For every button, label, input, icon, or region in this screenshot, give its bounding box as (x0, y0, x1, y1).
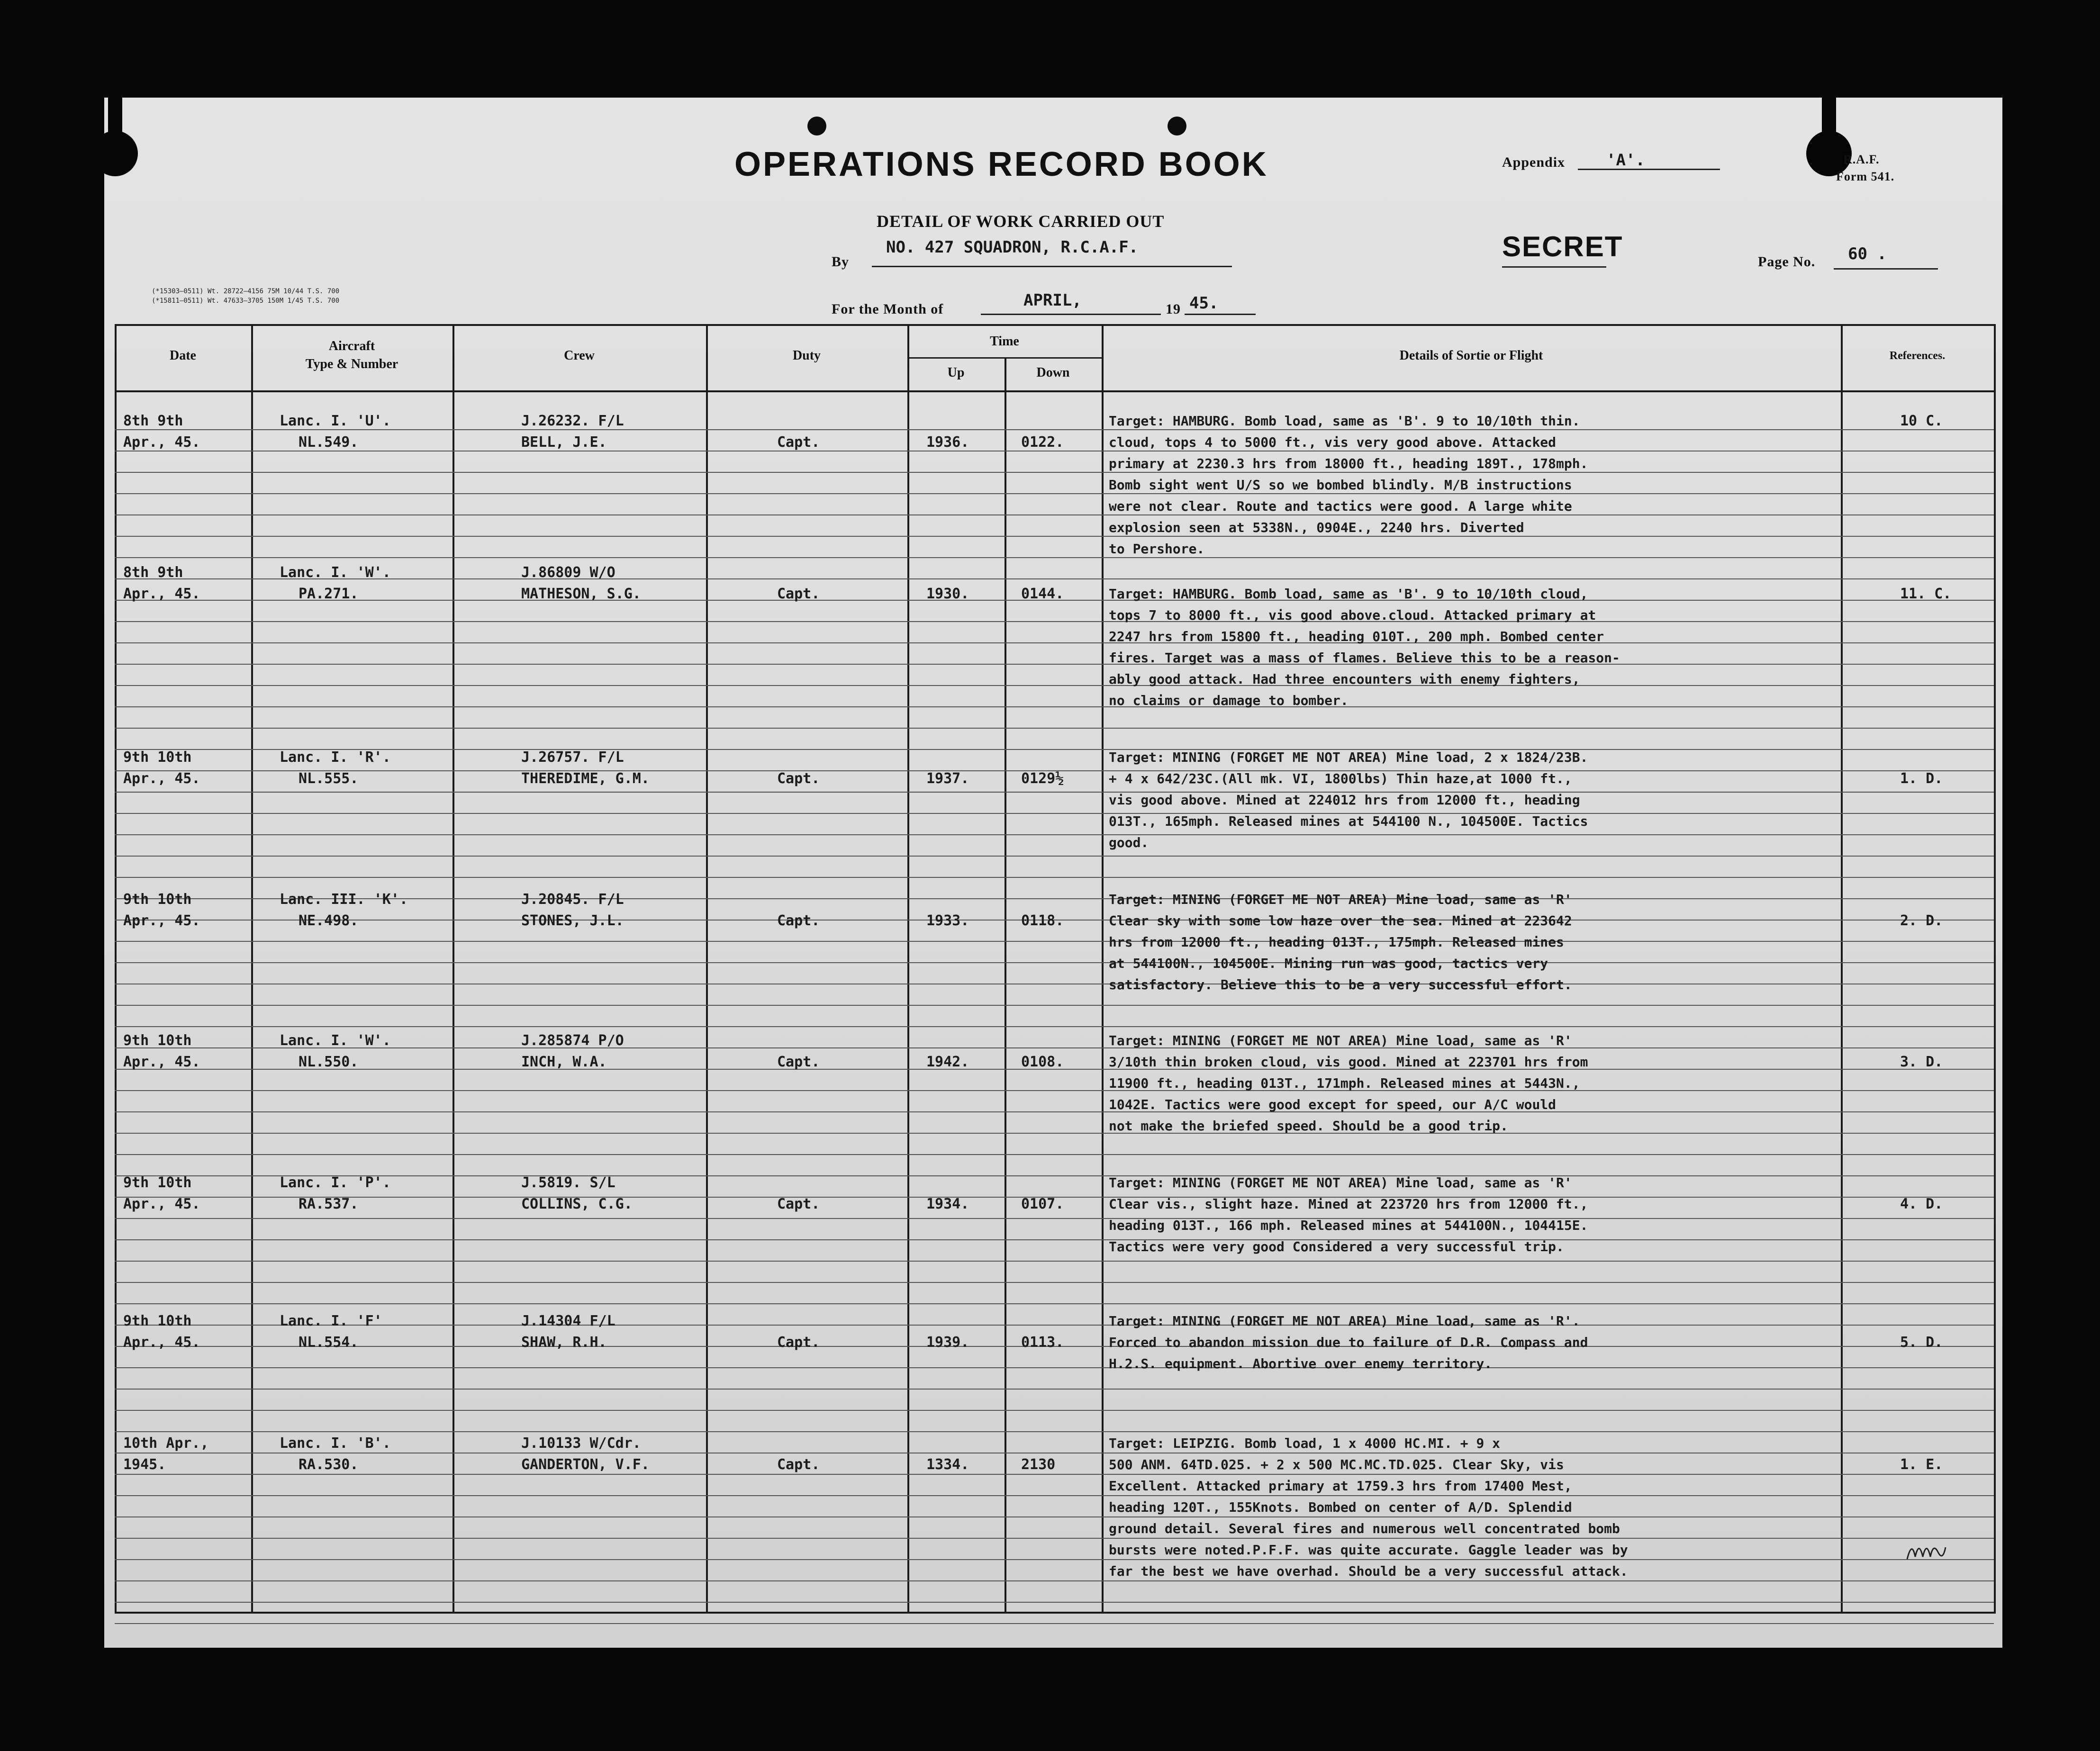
entry-detail-line: heading 120T., 155Knots. Bombed on center of A/D. Splendid (1109, 1499, 1572, 1515)
entry-detail-line: Clear sky with some low haze over the sea. Mined at 223642 (1109, 913, 1572, 929)
entry-crew: J.20845. F/L (521, 891, 624, 908)
entry-detail-line: 3/10th thin broken cloud, vis good. Mined at 223701 hrs from (1109, 1054, 1588, 1070)
column-header-time: Time (990, 334, 1019, 349)
ruled-line (115, 1431, 1994, 1432)
entry-aircraft: Lanc. III. 'K'. (280, 891, 408, 908)
ruled-line (115, 834, 1994, 835)
entry-aircraft: PA.271. (299, 586, 359, 602)
entry-aircraft: NL.554. (299, 1334, 359, 1351)
month-value: APRIL, (1023, 291, 1082, 310)
column-header-time-down: Down (1036, 365, 1070, 380)
entry-time-up: 1942. (926, 1054, 969, 1070)
entry-reference: 2. D. (1900, 912, 1943, 929)
ruled-line (115, 856, 1994, 857)
column-divider-4 (907, 324, 909, 1614)
column-header-aircraft-sub: Type & Number (305, 357, 398, 371)
ruled-line (115, 642, 1994, 643)
ruled-line (115, 493, 1994, 494)
ruled-line (115, 1154, 1994, 1155)
entry-reference: 4. D. (1900, 1196, 1943, 1212)
entry-detail-line: Target: MINING (FORGET ME NOT AREA) Mine load, same as 'R' (1109, 1033, 1572, 1048)
punch-dot-left (807, 117, 826, 135)
punch-dot-right (1168, 117, 1186, 135)
entry-crew: INCH, W.A. (521, 1054, 607, 1070)
entry-aircraft: Lanc. I. 'F' (280, 1313, 382, 1329)
table-top-rule (115, 324, 1996, 326)
ruled-line (115, 1495, 1994, 1496)
ruled-line (115, 1218, 1994, 1219)
initials-scribble-icon (1905, 1538, 1947, 1566)
ruled-line (115, 1026, 1994, 1027)
entry-date: 9th 10th (123, 1313, 192, 1329)
entry-date: 8th 9th (123, 413, 183, 429)
ruled-line (115, 1580, 1994, 1581)
page-number-underline (1834, 268, 1938, 270)
entry-aircraft: Lanc. I. 'R'. (280, 749, 391, 766)
by-label: By (832, 254, 850, 270)
entry-duty: Capt. (777, 434, 820, 451)
ruled-line (115, 557, 1994, 558)
entry-crew: SHAW, R.H. (521, 1334, 607, 1351)
entry-detail-line: H.2.S. equipment. Abortive over enemy territory. (1109, 1356, 1493, 1372)
ruled-line (115, 1303, 1994, 1304)
ruled-line (115, 1261, 1994, 1262)
entry-time-down: 2130 (1021, 1456, 1056, 1473)
entry-detail-line: Target: HAMBURG. Bomb load, same as 'B'. 9 to 10/10th cloud, (1109, 586, 1588, 602)
classification-underline (1502, 266, 1606, 268)
entry-detail-line: at 544100N., 104500E. Mining run was good, tactics very (1109, 956, 1548, 971)
ruled-line (115, 1005, 1994, 1006)
column-header-aircraft: Aircraft (328, 339, 375, 353)
ruled-line (115, 941, 1994, 942)
entry-detail-line: Target: MINING (FORGET ME NOT AREA) Mine load, same as 'R' (1109, 1175, 1572, 1191)
ruled-line (115, 472, 1994, 473)
ruled-line (115, 514, 1994, 515)
ruled-line (115, 792, 1994, 793)
entry-detail-line: 500 ANM. 64TD.025. + 2 x 500 MC.MC.TD.025. Clear Sky, vis (1109, 1457, 1564, 1472)
entry-detail-line: cloud, tops 4 to 5000 ft., vis very good above. Attacked (1109, 434, 1557, 450)
ruled-line (115, 685, 1994, 686)
entry-detail-line: ground detail. Several fires and numerous well concentrated bomb (1109, 1521, 1620, 1536)
entry-reference: 5. D. (1900, 1334, 1943, 1351)
year-value: 45. (1189, 294, 1219, 313)
column-header-references: References. (1889, 350, 1946, 362)
page-number: 60 . (1848, 244, 1887, 263)
ruled-line (115, 621, 1994, 622)
ruled-line (115, 813, 1994, 814)
column-divider-1 (251, 324, 253, 1614)
entry-detail-line: Target: HAMBURG. Bomb load, same as 'B'. 9 to 10/10th thin. (1109, 413, 1580, 429)
ruled-line (115, 1367, 1994, 1368)
month-label: For the Month of (832, 301, 944, 317)
record-sheet (104, 98, 2002, 1648)
ruled-line (115, 578, 1994, 579)
entry-detail-line: Forced to abandon mission due to failure of D.R. Compass and (1109, 1335, 1588, 1350)
ruled-line (115, 962, 1994, 963)
entry-detail-line: + 4 x 642/23C.(All mk. VI, 1800lbs) Thin haze,at 1000 ft., (1109, 771, 1572, 786)
entry-time-down: 0144. (1021, 586, 1064, 602)
column-header-date: Date (170, 348, 196, 363)
entry-date: 9th 10th (123, 1174, 192, 1191)
entry-detail-line: Target: MINING (FORGET ME NOT AREA) Mine load, same as 'R'. (1109, 1313, 1580, 1329)
entry-date: Apr., 45. (123, 434, 200, 451)
print-code-line1: (*15303—0511) Wt. 28722—4156 75M 10/44 T.S. 700 (152, 288, 340, 295)
entry-time-up: 1334. (926, 1456, 969, 1473)
entry-duty: Capt. (777, 1456, 820, 1473)
entry-date: 10th Apr., (123, 1435, 209, 1452)
entry-detail-line: Clear vis., slight haze. Mined at 223720 hrs from 12000 ft., (1109, 1196, 1588, 1212)
entry-detail-line: not make the briefed speed. Should be a good trip. (1109, 1118, 1508, 1134)
entry-aircraft: Lanc. I. 'P'. (280, 1174, 391, 1191)
ruled-line (115, 1239, 1994, 1240)
entry-time-up: 1937. (926, 770, 969, 787)
page-number-label: Page No. (1758, 254, 1816, 270)
by-underline (872, 266, 1232, 267)
entry-aircraft: RA.537. (299, 1196, 359, 1212)
entry-date: 9th 10th (123, 1032, 192, 1049)
ruled-line (115, 1175, 1994, 1176)
entry-detail-line: hrs from 12000 ft., heading 013T., 175mph. Released mines (1109, 934, 1564, 950)
entry-time-up: 1930. (926, 586, 969, 602)
entry-detail-line: 1042E. Tactics were good except for speed, our A/C would (1109, 1097, 1557, 1112)
entry-aircraft: RA.530. (299, 1456, 359, 1473)
entry-detail-line: were not clear. Route and tactics were good. A large white (1109, 498, 1572, 514)
ruled-line (115, 1559, 1994, 1560)
entry-crew: THEREDIME, G.M. (521, 770, 650, 787)
entry-detail-line: 013T., 165mph. Released mines at 544100 N., 104500E. Tactics (1109, 813, 1588, 829)
ruled-line (115, 728, 1994, 729)
form-code-line1: R.A.F. (1843, 153, 1880, 166)
entry-time-up: 1933. (926, 912, 969, 929)
entry-duty: Capt. (777, 912, 820, 929)
table-header-bottom-rule (115, 390, 1996, 392)
entry-detail-line: Excellent. Attacked primary at 1759.3 hrs from 17400 Mest, (1109, 1478, 1572, 1494)
ruled-line (115, 536, 1994, 537)
entry-detail-line: Tactics were very good Considered a very successful trip. (1109, 1239, 1564, 1255)
entry-crew: J.26232. F/L (521, 413, 624, 429)
entry-detail-line: heading 013T., 166 mph. Released mines at 544100N., 104415E. (1109, 1218, 1588, 1233)
entry-crew: J.14304 F/L (521, 1313, 616, 1329)
entry-time-up: 1934. (926, 1196, 969, 1212)
entry-detail-line: 11900 ft., heading 013T., 171mph. Released mines at 5443N., (1109, 1075, 1580, 1091)
entry-duty: Capt. (777, 1054, 820, 1070)
entry-crew: J.10133 W/Cdr. (521, 1435, 641, 1452)
column-divider-3 (706, 324, 708, 1614)
ruled-line (115, 664, 1994, 665)
ruled-line (115, 1602, 1994, 1603)
entry-time-down: 0113. (1021, 1334, 1064, 1351)
handwritten-initials (1905, 1538, 1947, 1571)
entry-date: 1945. (123, 1456, 166, 1473)
entry-crew: J.5819. S/L (521, 1174, 616, 1191)
print-code-line2: (*15811—0511) Wt. 47633—3705 150M 1/45 T.S. 700 (152, 297, 340, 305)
ruled-line (115, 1325, 1994, 1326)
year-underline (1185, 314, 1256, 315)
entry-aircraft: NE.498. (299, 912, 359, 929)
entry-time-up: 1939. (926, 1334, 969, 1351)
column-header-crew: Crew (564, 348, 595, 363)
column-divider-7 (1841, 324, 1843, 1614)
appendix-label: Appendix (1502, 154, 1566, 170)
column-divider-0 (115, 324, 117, 1614)
entry-crew: STONES, J.L. (521, 912, 624, 929)
page-title: OPERATIONS RECORD BOOK (734, 145, 1268, 183)
entry-detail-line: Bomb sight went U/S so we bombed blindly. M/B instructions (1109, 477, 1572, 493)
ruled-line (115, 877, 1994, 878)
ruled-line (115, 749, 1994, 750)
entry-crew: MATHESON, S.G. (521, 586, 641, 602)
entry-detail-line: tops 7 to 8000 ft., vis good above.cloud. Attacked primary at (1109, 607, 1596, 623)
entry-detail-line: fires. Target was a mass of flames. Believe this to be a reason- (1109, 650, 1620, 666)
entry-detail-line: no claims or damage to bomber. (1109, 693, 1349, 708)
column-divider-5 (1005, 357, 1006, 1614)
entry-reference: 1. D. (1900, 770, 1943, 787)
squadron-name: NO. 427 SQUADRON, R.C.A.F. (886, 238, 1139, 257)
ruled-line (115, 1410, 1994, 1411)
column-divider-6 (1102, 324, 1104, 1614)
entry-date: 8th 9th (123, 564, 183, 581)
entry-crew: COLLINS, C.G. (521, 1196, 633, 1212)
entry-date: Apr., 45. (123, 912, 200, 929)
entry-detail-line: satisfactory. Believe this to be a very successful effort. (1109, 977, 1572, 993)
entry-detail-line: far the best we have overhad. Should be a very successful attack. (1109, 1563, 1628, 1579)
entry-date: Apr., 45. (123, 1334, 200, 1351)
appendix-underline (1578, 169, 1720, 170)
entry-aircraft: Lanc. I. 'W'. (280, 1032, 391, 1049)
entry-detail-line: bursts were noted.P.F.F. was quite accurate. Gaggle leader was by (1109, 1542, 1628, 1558)
entry-time-down: 0118. (1021, 912, 1064, 929)
entry-crew: J.86809 W/O (521, 564, 616, 581)
entry-detail-line: to Pershore. (1109, 541, 1205, 557)
table-bottom-rule (115, 1612, 1996, 1614)
ruled-line (115, 1389, 1994, 1390)
entry-date: 9th 10th (123, 749, 192, 766)
entry-date: 9th 10th (123, 891, 192, 908)
column-header-time-up: Up (947, 365, 965, 380)
entry-aircraft: Lanc. I. 'W'. (280, 564, 391, 581)
entry-duty: Capt. (777, 1196, 820, 1212)
entry-time-up: 1936. (926, 434, 969, 451)
ruled-line (115, 1282, 1994, 1283)
column-header-duty: Duty (792, 348, 821, 363)
entry-aircraft: NL.550. (299, 1054, 359, 1070)
entry-crew: J.285874 P/O (521, 1032, 624, 1049)
entry-reference: 3. D. (1900, 1054, 1943, 1070)
entry-duty: Capt. (777, 586, 820, 602)
ruled-line (115, 1111, 1994, 1112)
entry-reference: 1. E. (1900, 1456, 1943, 1473)
entry-aircraft: NL.555. (299, 770, 359, 787)
entry-detail-line: explosion seen at 5338N., 0904E., 2240 hrs. Diverted (1109, 520, 1524, 535)
ruled-line (115, 429, 1994, 430)
entry-detail-line: vis good above. Mined at 224012 hrs from 12000 ft., heading (1109, 792, 1580, 808)
month-underline (981, 314, 1161, 315)
subtitle: DETAIL OF WORK CARRIED OUT (877, 212, 1165, 231)
entry-reference: 11. C. (1900, 586, 1952, 602)
entry-crew: J.26757. F/L (521, 749, 624, 766)
ruled-line (115, 1538, 1994, 1539)
entry-detail-line: good. (1109, 835, 1149, 850)
ruled-line (115, 1133, 1994, 1134)
entry-crew: BELL, J.E. (521, 434, 607, 451)
entry-duty: Capt. (777, 770, 820, 787)
entry-detail-line: primary at 2230.3 hrs from 18000 ft., heading 189T., 178mph. (1109, 456, 1588, 471)
form-code-line2: Form 541. (1836, 170, 1895, 183)
entry-time-down: 0108. (1021, 1054, 1064, 1070)
entry-aircraft: NL.549. (299, 434, 359, 451)
entry-time-down: 0107. (1021, 1196, 1064, 1212)
entry-duty: Capt. (777, 1334, 820, 1351)
year-prefix: 19 (1166, 301, 1181, 317)
ruled-line (115, 1047, 1994, 1048)
entry-aircraft: Lanc. I. 'B'. (280, 1435, 391, 1452)
ruled-line (115, 1090, 1994, 1091)
classification-stamp: SECRET (1502, 231, 1623, 262)
entry-detail-line: 2247 hrs from 15800 ft., heading 010T., 200 mph. Bombed center (1109, 629, 1604, 644)
column-header-details: Details of Sortie or Flight (1399, 348, 1543, 363)
entry-time-down: 0129½ (1021, 770, 1064, 787)
column-divider-8 (1994, 324, 1996, 1614)
binder-hole-left (92, 131, 138, 176)
entry-date: Apr., 45. (123, 1054, 200, 1070)
entry-date: Apr., 45. (123, 770, 200, 787)
ruled-line (115, 1516, 1994, 1517)
entry-detail-line: ably good attack. Had three encounters with enemy fighters, (1109, 671, 1580, 687)
entry-detail-line: Target: MINING (FORGET ME NOT AREA) Mine load, same as 'R' (1109, 892, 1572, 907)
appendix-value: 'A'. (1606, 151, 1645, 170)
ruled-line (115, 706, 1994, 707)
column-divider-2 (453, 324, 454, 1614)
entry-detail-line: Target: LEIPZIG. Bomb load, 1 x 4000 HC.MI. + 9 x (1109, 1435, 1501, 1451)
entry-crew: GANDERTON, V.F. (521, 1456, 650, 1473)
entry-date: Apr., 45. (123, 586, 200, 602)
entry-time-down: 0122. (1021, 434, 1064, 451)
entry-date: Apr., 45. (123, 1196, 200, 1212)
entry-aircraft: Lanc. I. 'U'. (280, 413, 391, 429)
ruled-line (115, 1623, 1994, 1624)
entry-detail-line: Target: MINING (FORGET ME NOT AREA) Mine load, 2 x 1824/23B. (1109, 749, 1588, 765)
entry-reference: 10 C. (1900, 413, 1943, 429)
